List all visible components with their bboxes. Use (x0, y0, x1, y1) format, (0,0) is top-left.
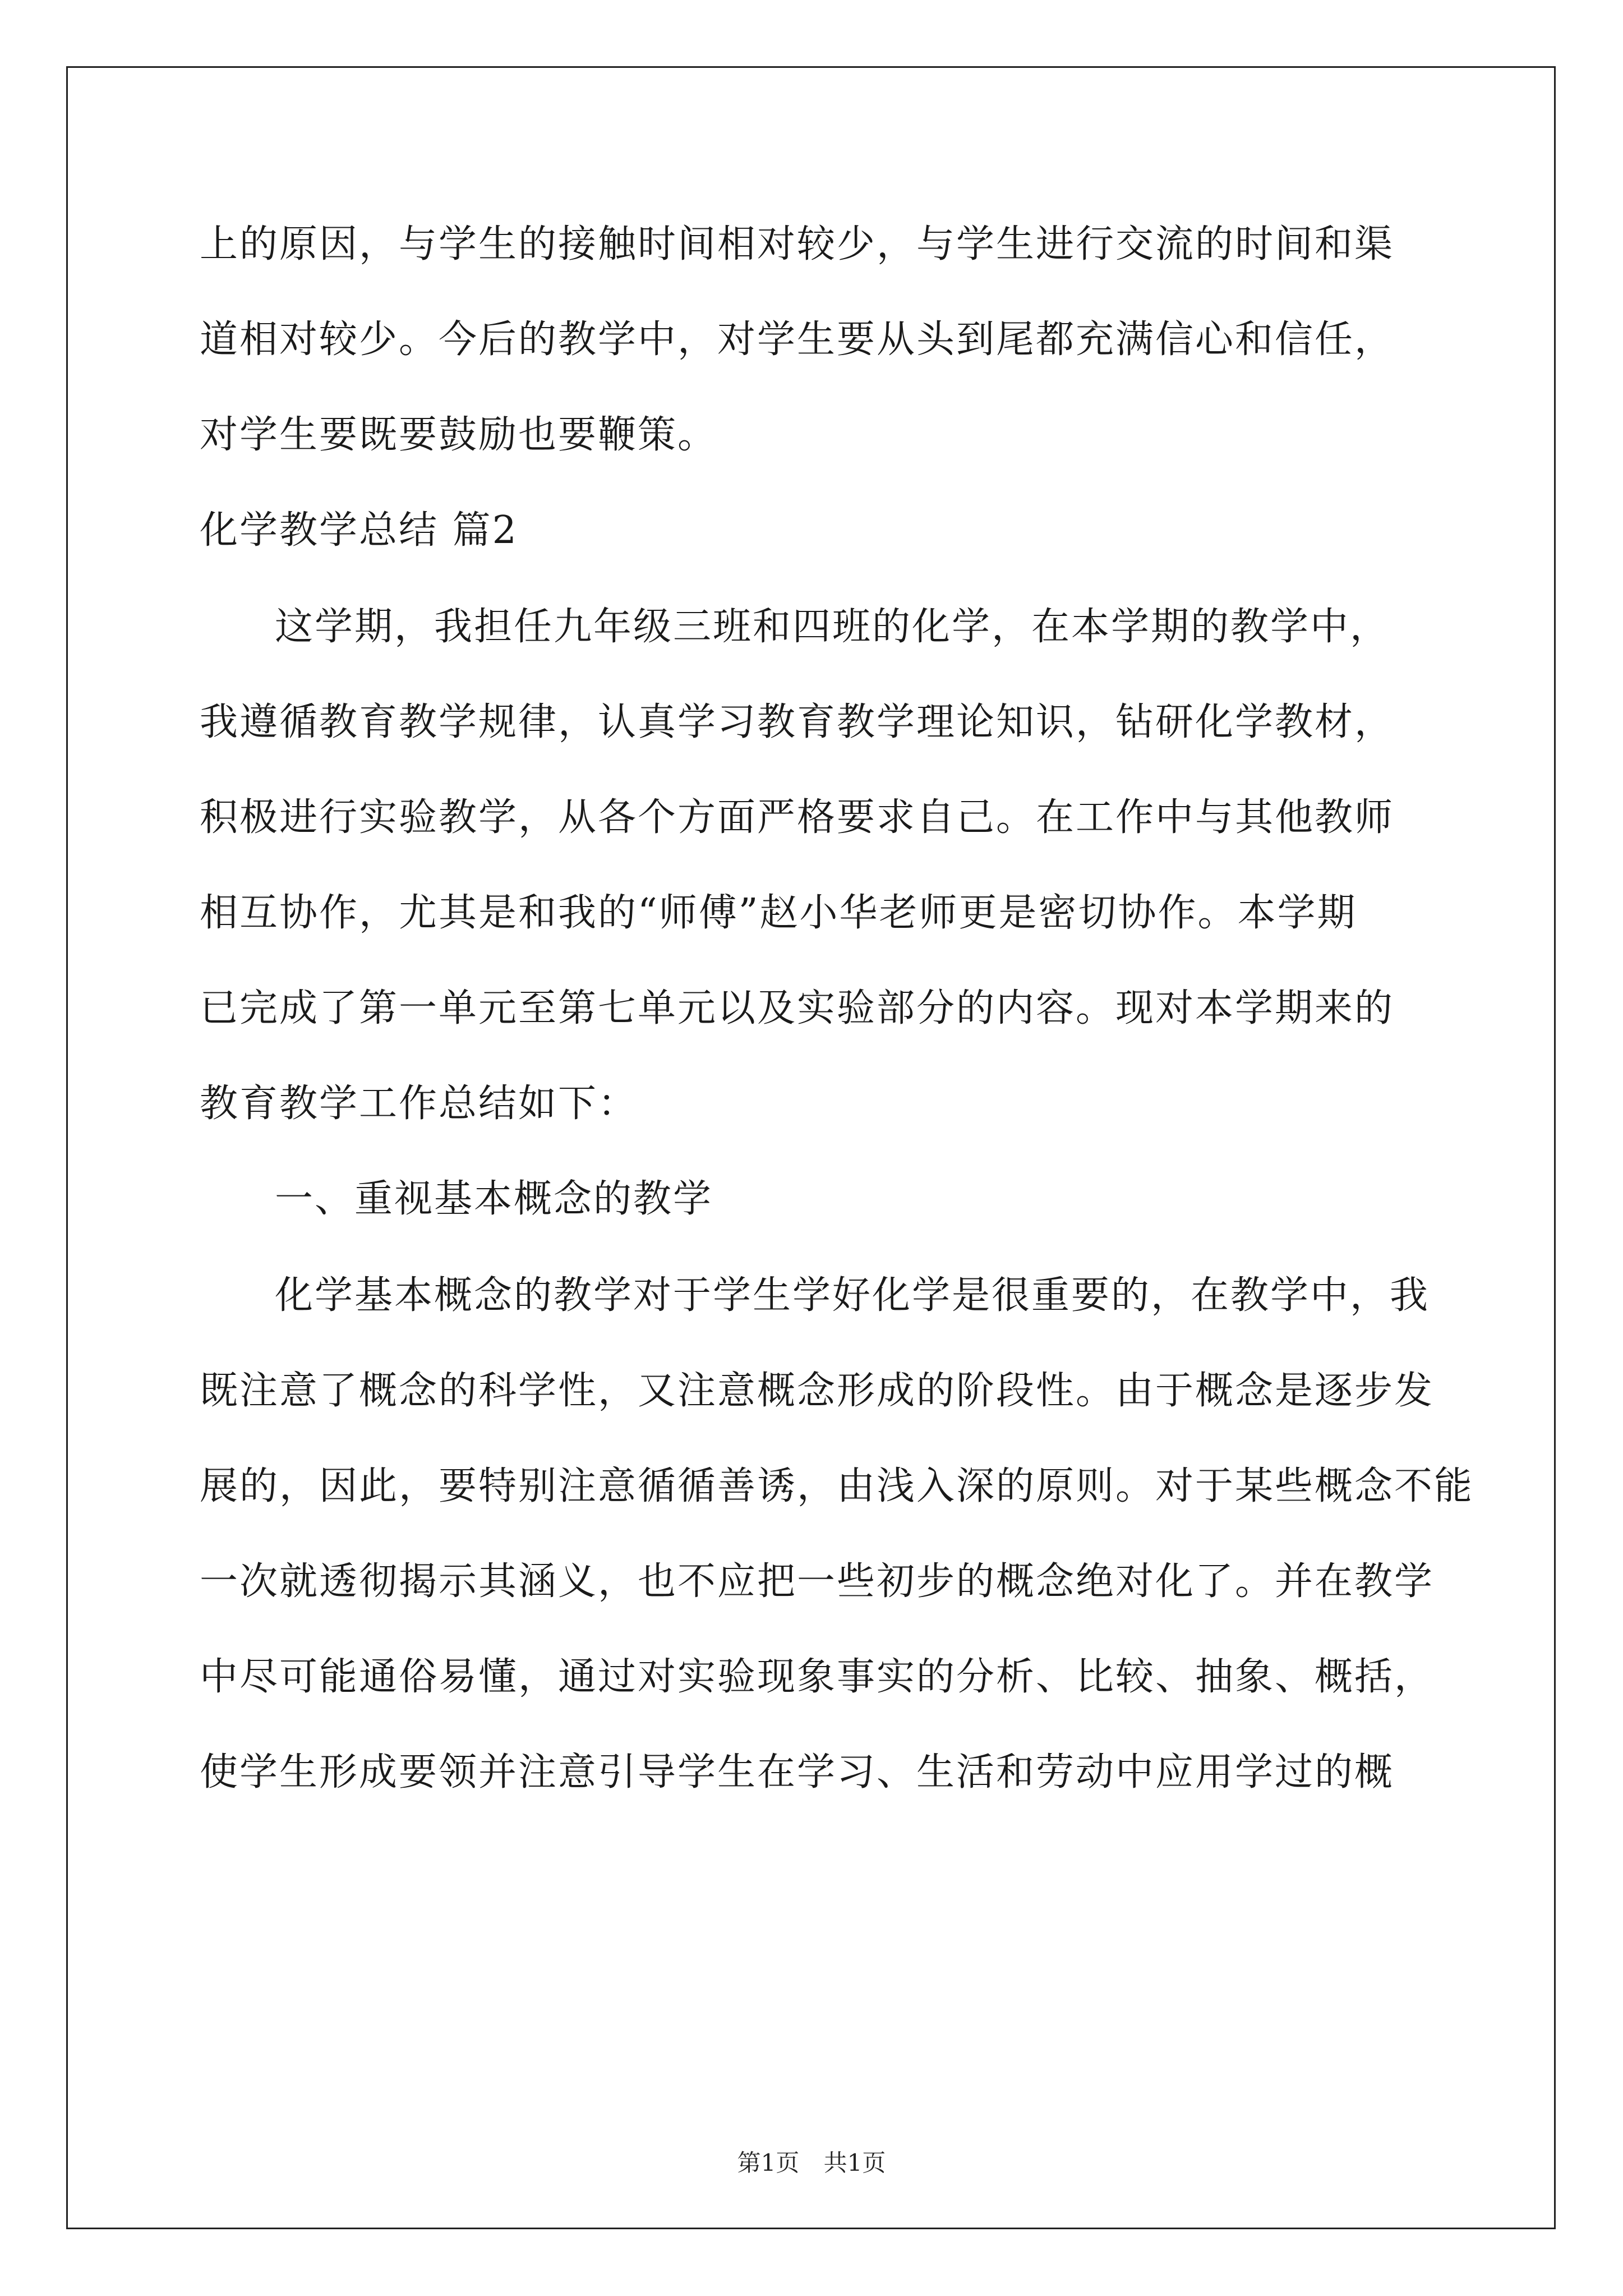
paragraph-line-2: 我遵循教育教学规律，认真学习教育教学理论知识，钻研化学教材， (200, 700, 1395, 744)
paragraph-line-6: 教育教学工作总结如下： (200, 1082, 638, 1126)
paragraph2-line-5: 中尽可能通俗易懂，通过对实验现象事实的分析、比较、抽象、概括， (200, 1655, 1435, 1699)
paragraph-line-1: 这学期，我担任九年级三班和四班的化学，在本学期的教学中， (275, 605, 1390, 649)
paragraph2-line-3: 展的，因此，要特别注意循循善诱，由浅入深的原则。对于某些概念不能 (200, 1464, 1474, 1508)
paragraph2-line-6: 使学生形成要领并注意引导学生在学习、生活和劳动中应用学过的概 (200, 1750, 1395, 1795)
page-border (66, 66, 1556, 2229)
paragraph-line-3: 积极进行实验教学，从各个方面严格要求自己。在工作中与其他教师 (200, 795, 1395, 840)
paragraph-line-4: 相互协作，尤其是和我的“师傅”赵小华老师更是密切协作。本学期 (200, 891, 1357, 935)
text-line-2: 道相对较少。今后的教学中，对学生要从头到尾都充满信心和信任， (200, 318, 1395, 362)
section-heading: 化学教学总结 篇2 (200, 508, 518, 553)
paragraph2-line-4: 一次就透彻揭示其涵义，也不应把一些初步的概念绝对化了。并在教学 (200, 1559, 1435, 1604)
subheading: 一、重视基本概念的教学 (275, 1177, 713, 1221)
text-line-3: 对学生要既要鼓励也要鞭策。 (200, 413, 718, 457)
paragraph-line-5: 已完成了第一单元至第七单元以及实验部分的内容。现对本学期来的 (200, 986, 1395, 1030)
paragraph2-line-2: 既注意了概念的科学性，又注意概念形成的阶段性。由于概念是逐步发 (200, 1369, 1435, 1413)
paragraph2-line-1: 化学基本概念的教学对于学生学好化学是很重要的，在教学中，我 (275, 1273, 1430, 1318)
page-footer: 第1页 共1页 (737, 2149, 886, 2177)
text-line-1: 上的原因，与学生的接触时间相对较少，与学生进行交流的时间和渠 (200, 222, 1395, 266)
